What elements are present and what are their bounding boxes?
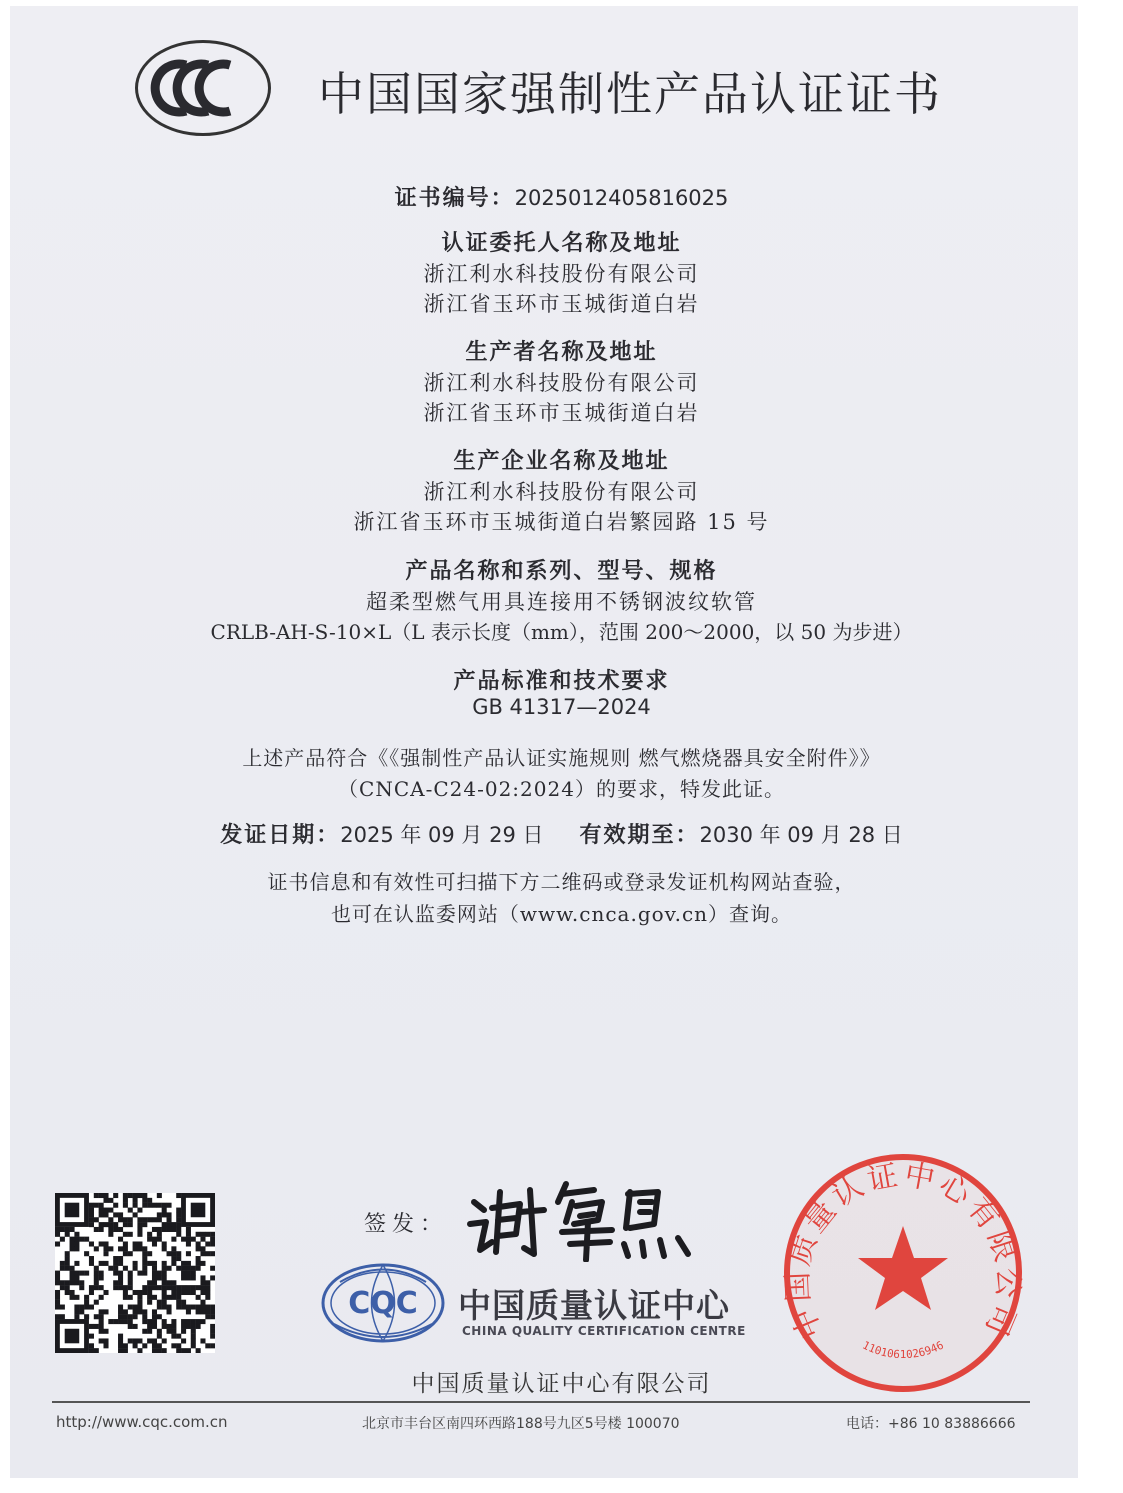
issue-date-value: 2025 年 09 月 29 日 (340, 823, 544, 847)
applicant-address: 浙江省玉环市玉城街道白岩 (423, 292, 700, 316)
ccc-logo (135, 40, 271, 136)
applicant-heading: 认证委托人名称及地址 (441, 230, 682, 256)
footer-address: 北京市丰台区南四环西路188号九区5号楼 100070 (362, 1416, 680, 1432)
product-heading: 产品名称和系列、型号、规格 (405, 558, 718, 584)
product-name: 超柔型燃气用具连接用不锈钢波纹软管 (366, 590, 757, 614)
verification-note-1: 证书信息和有效性可扫描下方二维码或登录发证机构网站查验， (267, 870, 856, 894)
handwritten-signature (462, 1172, 722, 1262)
manufacturer-address: 浙江省玉环市玉城街道白岩 (423, 401, 700, 425)
footer-phone: 电话：+86 10 83886666 (846, 1416, 1016, 1432)
footer-website-link[interactable]: http://www.cqc.com.cn (56, 1413, 228, 1431)
manufacturer-name: 浙江利水科技股份有限公司 (423, 371, 700, 395)
manufacturer-heading: 生产者名称及地址 (465, 339, 658, 365)
issuer-company-name: 中国质量认证中心有限公司 (411, 1371, 712, 1397)
applicant-name: 浙江利水科技股份有限公司 (423, 262, 700, 286)
factory-heading: 生产企业名称及地址 (453, 448, 670, 474)
certificate-number-label: 证书编号： (394, 185, 515, 211)
product-model: CRLB-AH-S-10×L（L 表示长度（mm），范围 200～2000，以 50 为步进） (210, 620, 913, 644)
issuer-name-en: CHINA QUALITY CERTIFICATION CENTRE (462, 1324, 746, 1338)
certificate-title: 中国国家强制性产品认证证书 (318, 67, 942, 121)
expiry-date-value: 2030 年 09 月 28 日 (699, 823, 903, 847)
ccc-mark-icon (138, 43, 268, 133)
factory-address: 浙江省玉环市玉城街道白岩繁园路 15 号 (353, 510, 770, 534)
conformity-statement-1: 上述产品符合《《强制性产品认证实施规则 燃气燃烧器具安全附件》》 (242, 746, 881, 770)
cqc-logo (320, 1262, 446, 1344)
certificate-number (0, 181, 1123, 212)
standard-heading: 产品标准和技术要求 (453, 668, 670, 694)
seal-number: 1101061026946 (860, 1338, 946, 1362)
verification-note-2: 也可在认监委网站（www.cnca.gov.cn）查询。 (330, 902, 793, 926)
signature-label: 签发： (364, 1212, 449, 1237)
factory-name: 浙江利水科技股份有限公司 (423, 480, 700, 504)
cqc-logo-text: CQC (348, 1286, 418, 1321)
qr-code[interactable] (55, 1193, 215, 1353)
official-seal-stamp (778, 1148, 1028, 1398)
footer-divider (52, 1401, 1030, 1403)
certificate-number-value: 2025012405816025 (514, 186, 729, 210)
seal-text: 中国质量认证中心有限公司 (780, 1157, 1026, 1344)
issuer-name-cn: 中国质量认证中心 (458, 1286, 730, 1325)
standard-value: GB 41317—2024 (472, 695, 651, 719)
expiry-date-label: 有效期至： (579, 822, 700, 848)
validity-dates (0, 818, 1123, 849)
issue-date-label: 发证日期： (220, 822, 341, 848)
conformity-statement-2: （CNCA-C24-02:2024）的要求，特发此证。 (338, 777, 785, 801)
